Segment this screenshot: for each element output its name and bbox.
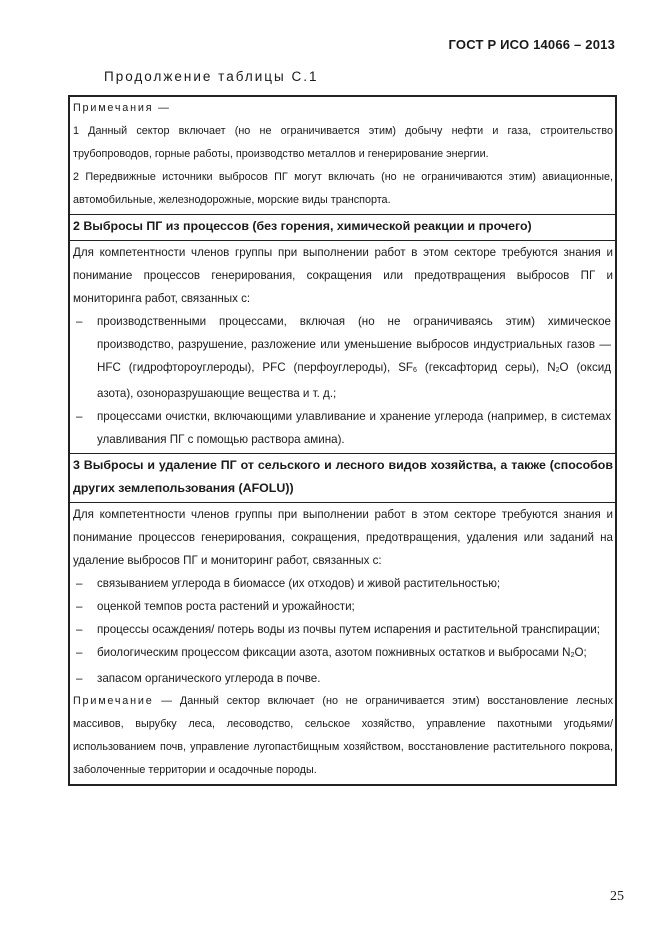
list-item-text: оценкой темпов роста растений и урожайности; — [97, 600, 355, 613]
list-item — [73, 595, 613, 618]
sector-table — [68, 95, 617, 786]
section-3-intro: Для компетентности членов группы при выполнении работ в этом секторе требуются знания и понимание процессов генерирования, сокращения, предотвращения, удаления или заданий на удаление выбросов ПГ и мониторинг работ, связанных с: — [73, 508, 613, 567]
dash-marker: – — [76, 623, 83, 636]
dash-marker: – — [76, 410, 83, 423]
dash-marker: – — [76, 315, 83, 328]
section-2-title: 2 Выбросы ПГ из процессов (без горения, химической реакции и прочего) — [73, 219, 532, 233]
notes-row — [70, 97, 615, 215]
section-3-title-row — [70, 454, 615, 503]
section-2-intro: Для компетентности членов группы при выполнении работ в этом секторе требуются знания и понимание процессов генерирования, сокращения или предотвращения выбросов ПГ и мониторинга работ, связанных с: — [73, 246, 613, 305]
list-item — [73, 572, 613, 595]
list-item-text: запасом органического углерода в почве. — [97, 672, 321, 685]
section-3-note — [73, 690, 613, 782]
dash-marker: – — [76, 646, 83, 659]
note-text: — Данный сектор включает (но не ограничивается этим) восстановление лесных массивов, вырубку леса, лесоводство, сельское хозяйство, управление пахотными угодьями/использованием почв, управление лугопастбищным хозяйством, восстановление растительного покрова, заболоченные территории и осадочные породы. — [73, 695, 613, 776]
note-label: Примечание — [73, 695, 154, 707]
dash-marker: – — [76, 672, 83, 685]
table-caption: Продолжение таблицы С.1 — [104, 69, 319, 84]
list-item — [73, 310, 613, 405]
section-2-body-row — [70, 241, 615, 454]
list-item-text: процессами очистки, включающими улавливание и хранение углерода (например, в системах улавливания ПГ с помощью раствора амина). — [97, 410, 611, 446]
list-item — [73, 667, 613, 690]
notes-label: Примечания — — [73, 102, 171, 114]
section-3-body-row — [70, 503, 615, 784]
page-number: 25 — [610, 889, 624, 904]
note-item-2: 2 Передвижные источники выбросов ПГ могут включать (но не ограничиваются этим) авиационные, автомобильные, железнодорожные, морские виды транспорта. — [73, 171, 613, 206]
note-item-1: 1 Данный сектор включает (но не ограничивается этим) добычу нефти и газа, строительство трубопроводов, горные работы, производство металлов и генерирование энергии. — [73, 125, 613, 160]
dash-marker: – — [76, 577, 83, 590]
list-item-text: биологическим процессом фиксации азота, азотом пожнивных остатков и выбросами $N_2O$; — [97, 646, 587, 659]
document-code-header: ГОСТ Р ИСО 14066 – 2013 — [448, 37, 615, 52]
list-item — [73, 641, 613, 667]
list-item-text: производственными процессами, включая (но не ограничиваясь этим) химическое производство, разрушение, разложение или уменьшение выбросов индустриальных газов — HFC (гидрофтороуглероды), PFC (перфоуглероды), $SF_6$ (гексафторид серы), $N_2O$ (оксид азота), озоноразрушающие вещества и т. д.; — [97, 315, 611, 400]
section-2-title-row — [70, 215, 615, 241]
list-item-text: связыванием углерода в биомассе (их отходов) и живой растительностью; — [97, 577, 501, 590]
list-item — [73, 618, 613, 641]
dash-marker: – — [76, 600, 83, 613]
section-3-title: 3 Выбросы и удаление ПГ от сельского и лесного видов хозяйства, а также (способов других землепользования (AFOLU)) — [73, 458, 613, 495]
list-item — [73, 405, 613, 451]
list-item-text: процессы осаждения/ потерь воды из почвы путем испарения и растительной транспирации; — [97, 623, 600, 636]
